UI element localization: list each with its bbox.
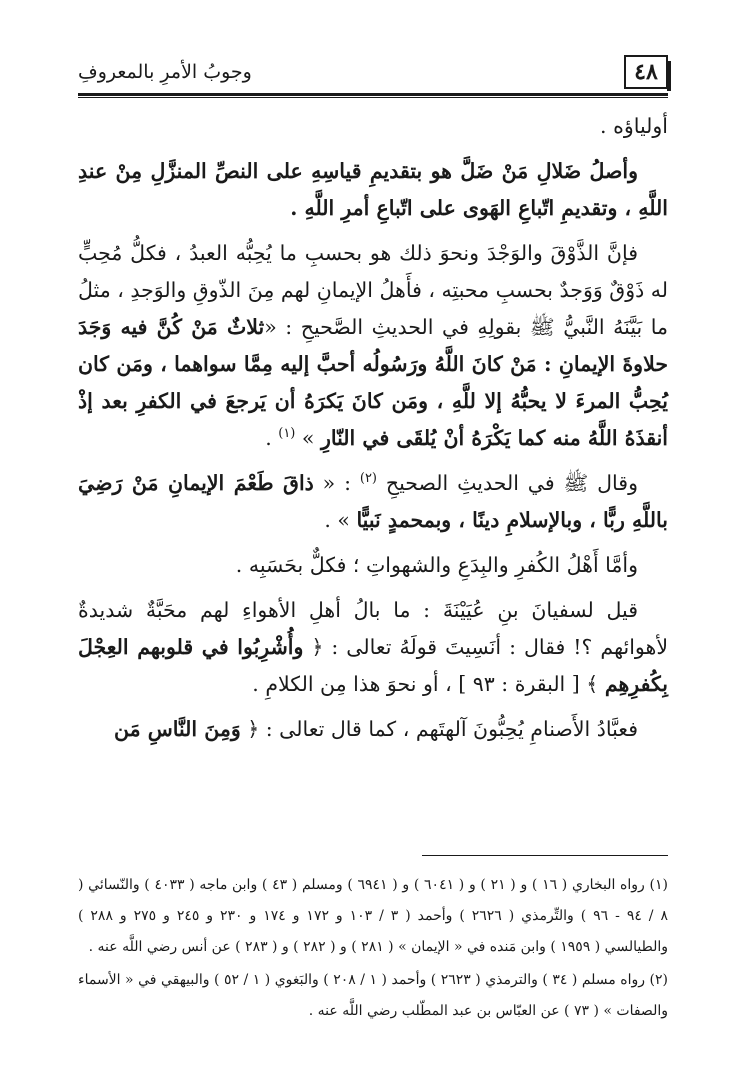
paragraph-6 bbox=[78, 592, 668, 703]
footnote-ref-1[interactable]: (١) bbox=[278, 426, 296, 442]
paragraph-7-intro: فعبَّادُ الأَصنامِ يُحِبُّونَ آلهتَهم ، كما قال تعالى : ﴿ bbox=[240, 717, 638, 741]
footnotes bbox=[78, 870, 668, 1029]
quran-verse-start: وَمِنَ النَّاسِ مَن bbox=[113, 717, 241, 741]
running-title: وجوبُ الأمرِ بالمعروفِ bbox=[78, 61, 252, 83]
main-text bbox=[78, 108, 668, 748]
hadith-three-qualities: ثلاثٌ مَنْ كُنَّ فيه وَجَدَ حلاوةَ الإيمانِ : مَنْ كانَ اللَّهُ ورَسُولُه أحبَّ إليه مِمَّا سواهما ، ومَن كان يُحِبُّ المرءَ لا يحبُّهُ إلا للَّهِ ، ومَن كانَ يَكرَهُ أن يَرجعَ في الكفرِ بعد إذْ أنقذَهُ اللَّهُ منه كما يَكْرَهُ أنْ يُلقَى في النّارِ bbox=[78, 315, 668, 450]
paragraph-3-end: . bbox=[265, 426, 279, 450]
hadith-taste-of-faith: ذاقَ طَعْمَ الإيمانِ مَنْ رَضِيَ باللَّهِ ربًّا ، وبالإسلامِ دينًا ، وبمحمدٍ نَبيًّا bbox=[78, 471, 668, 532]
footnote-ref-2[interactable]: (٢) bbox=[359, 471, 377, 487]
header-rule-thin bbox=[78, 97, 668, 98]
paragraph-4 bbox=[78, 465, 668, 539]
paragraph-2: وأصلُ ضَلالِ مَنْ ضَلَّ هو بتقديمِ قياسِهِ على النصِّ المنزَّلِ مِنْ عندِ اللَّهِ ، وتقديمِ اتّباعِ الهَوى على اتّباعِ أمرِ اللَّهِ . bbox=[78, 159, 668, 220]
paragraph-6-end: ﴾ [ البقرة : ٩٣ ] ، أو نحوَ هذا مِن الكلامِ . bbox=[252, 672, 605, 696]
quote-open: : « bbox=[313, 471, 360, 495]
quote-close: » bbox=[295, 426, 321, 450]
footnote-2: (٢) رواه مسلم ( ٣٤ ) والترمذي ( ٢٦٢٣ ) وأحمد ( ١ / ٢٠٨ ) والبَغوي ( ١ / ٥٢ ) والبيهقي في « الأسماء والصفات » ( ٧٣ ) عن العبّاس بن عبد المطّلب رضي اللَّه عنه . bbox=[78, 972, 668, 1019]
paragraph-1: أولياؤه . bbox=[600, 114, 668, 138]
paragraph-5: وأمَّا أَهْلُ الكُفرِ والبِدَعِ والشهواتِ ؛ فكلٌّ بحَسَبِه . bbox=[235, 553, 638, 577]
paragraph-4-intro: وقال ﷺ في الحديثِ الصحيحِ bbox=[377, 471, 638, 495]
header-rule bbox=[78, 93, 668, 96]
paragraph-3-intro: فإنَّ الذَّوْقَ والوَجْدَ ونحوَ ذلك هو بحسبِ ما يُحِبُّه العبدُ ، فكلُّ مُحِبٍّ له ذَوْقٌ وَوَجدٌ بحسبِ محبتِه ، فأَهلُ الإيمانِ لهم مِنَ الذّوقِ والوَجدِ ، مثلُ ما بَيَّنَهُ النَّبيُّ ﷺ بقولِهِ في الحديثِ الصَّحيحِ : « bbox=[78, 241, 668, 339]
paragraph-3 bbox=[78, 235, 668, 457]
page-number: ٤٨ bbox=[624, 55, 668, 89]
footnote-separator bbox=[422, 855, 668, 856]
footnote-1: (١) رواه البخاري ( ١٦ ) و ( ٢١ ) و ( ٦٠٤١ ) و ( ٦٩٤١ ) ومسلم ( ٤٣ ) وابن ماجه ( ٤٠٣٣ ) والنّسائي ( ٨ / ٩٤ - ٩٦ ) والتِّرمذي ( ٢٦٢٦ ) وأحمد ( ٣ / ١٠٣ و ١٧٢ و ١٧٤ و ٢٣٠ و ٢٤٥ و ٢٧٥ و ٢٨٨ ) والطيالسي ( ١٩٥٩ ) وابن مَنده في « الإيمان » ( ٢٨١ ) و ( ٢٨٢ ) و ( ٢٨٣ ) عن أنس رضي اللَّه عنه . bbox=[78, 877, 668, 955]
quran-verse-baqara-93: وأُشْرِبُوا في قلوبهم العِجْلَ بِكُفرِهِم bbox=[78, 635, 668, 696]
paragraph-7 bbox=[78, 711, 668, 748]
paragraph-6-intro: قيل لسفيانَ بنِ عُيَيْنَةَ : ما بالُ أهلِ الأهواءِ لهم محَبَّةٌ شديدةٌ لأهوائهم ؟! فقال : أنَسِيتَ قولَهُ تعالى : ﴿ bbox=[78, 598, 669, 659]
quote-close-2: » . bbox=[324, 508, 357, 532]
page-header bbox=[78, 55, 668, 99]
